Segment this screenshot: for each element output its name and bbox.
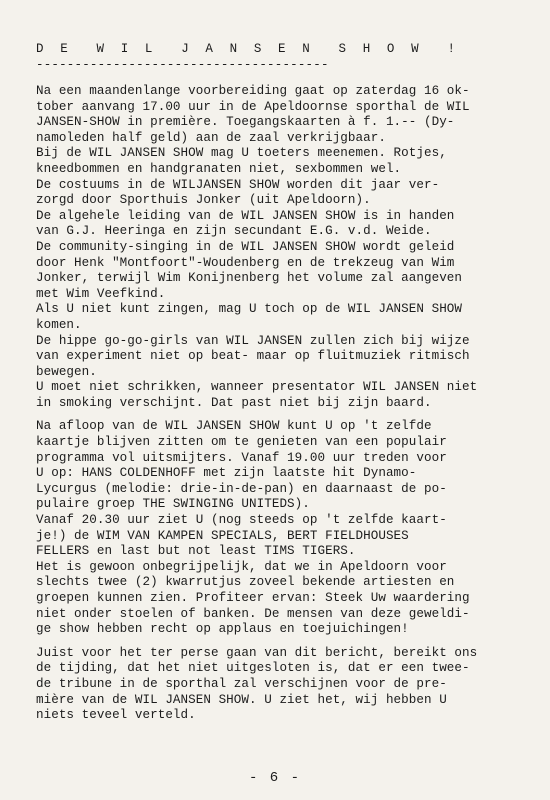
text-line: De algehele leiding van de WIL JANSEN SHOW is in handen — [36, 208, 455, 223]
text-line: Bij de WIL JANSEN SHOW mag U toeters meenemen. Rotjes, — [36, 146, 447, 161]
paragraph-gap — [36, 411, 536, 419]
text-line: Na een maandenlange voorbereiding gaat op zaterdag 16 ok- — [36, 84, 470, 98]
text-line: kneedbommen en handgranaten niet, sexbommen wel. — [36, 161, 402, 176]
text-line: pulaire groep THE SWINGING UNITEDS). — [36, 497, 310, 512]
text-line: de tribune in de sporthal zal verschijnen voor de pre- — [36, 676, 447, 691]
text-line: De community-singing in de WIL JANSEN SHOW wordt geleid — [36, 239, 455, 254]
text-line: kaartje blijven zitten om te genieten van een populair — [36, 435, 447, 450]
paragraph-gap — [36, 638, 536, 646]
text-line: niet onder stoelen of banken. De mensen van deze geweldi- — [36, 606, 470, 621]
text-line: Lycurgus (melodie: drie-in-de-pan) en daarnaast de po- — [36, 481, 447, 496]
text-line: bewegen. — [36, 364, 97, 379]
text-line: De hippe go-go-girls van WIL JANSEN zullen zich bij wijze — [36, 333, 470, 348]
text-line: groepen kunnen zien. Profiteer ervan: Steek Uw waardering — [36, 591, 470, 605]
text-line: U moet niet schrikken, wanneer presentator WIL JANSEN niet — [36, 380, 478, 395]
text-line: de tijding, dat het niet uitgesloten is, dat er een twee- — [36, 661, 470, 676]
text-line: Jonker, terwijl Wim Konijnenberg het volume zal aangeven — [36, 271, 463, 286]
text-line: mière van de WIL JANSEN SHOW. U ziet het, wij hebben U — [36, 692, 447, 707]
text-line: U op: HANS COLDENHOFF met zijn laatste hit Dynamo- — [36, 466, 417, 481]
page-number: - 6 - — [248, 770, 301, 786]
paragraph-2 — [36, 419, 536, 637]
text-line: Na afloop van de WIL JANSEN SHOW kunt U op 't zelfde — [36, 419, 432, 434]
paragraph-1 — [36, 84, 536, 411]
text-line: zorgd door Sporthuis Jonker (uit Apeldoorn). — [36, 193, 371, 208]
text-line: van G.J. Heeringa en zijn secundant E.G. v.d. Weide. — [36, 224, 432, 239]
text-line: Juist voor het ter perse gaan van dit bericht, bereikt ons — [36, 645, 478, 660]
text-line: ge show hebben recht op applaus en toejuichingen! — [36, 622, 409, 637]
text-line: Het is gewoon onbegrijpelijk, dat we in Apeldoorn voor — [36, 559, 447, 574]
text-line: niets teveel verteld. — [36, 708, 196, 723]
paragraph-3 — [36, 646, 536, 724]
text-line: komen. — [36, 317, 82, 332]
text-line: FELLERS en last but not least TIMS TIGERS. — [36, 544, 356, 559]
text-line: van experiment niet op beat- maar op fluitmuziek ritmisch — [36, 349, 470, 364]
text-line: in smoking verschijnt. Dat past niet bij zijn baard. — [36, 395, 432, 410]
text-line: programma vol uitsmijters. Vanaf 19.00 uur treden voor — [36, 450, 447, 465]
text-line: tober aanvang 17.00 uur in de Apeldoornse sporthal de WIL — [36, 99, 470, 114]
text-line: Als U niet kunt zingen, mag U toch op de WIL JANSEN SHOW — [36, 302, 463, 317]
text-line: je!) de WIM VAN KAMPEN SPECIALS, BERT FIELDHOUSES — [36, 528, 409, 543]
title-underline: -------------------------------------- — [36, 58, 329, 72]
text-line: slechts twee (2) kwarrutjus zoveel bekende artiesten en — [36, 575, 455, 590]
text-line: JANSEN-SHOW in première. Toegangskaarten à f. 1.-- (Dy- — [36, 115, 455, 130]
text-line: namoleden half geld) aan de zaal verkrijgbaar. — [36, 130, 386, 145]
document-title: D E W I L J A N S E N S H O W ! — [36, 42, 460, 56]
text-line: De costuums in de WILJANSEN SHOW worden dit jaar ver- — [36, 177, 440, 192]
text-line: Vanaf 20.30 uur ziet U (nog steeds op 't zelfde kaart- — [36, 513, 447, 528]
text-line: door Henk "Montfoort"-Woudenberg en de trekzeug van Wim — [36, 255, 455, 270]
document-page — [36, 40, 536, 724]
text-line: met Wim Veefkind. — [36, 286, 166, 301]
